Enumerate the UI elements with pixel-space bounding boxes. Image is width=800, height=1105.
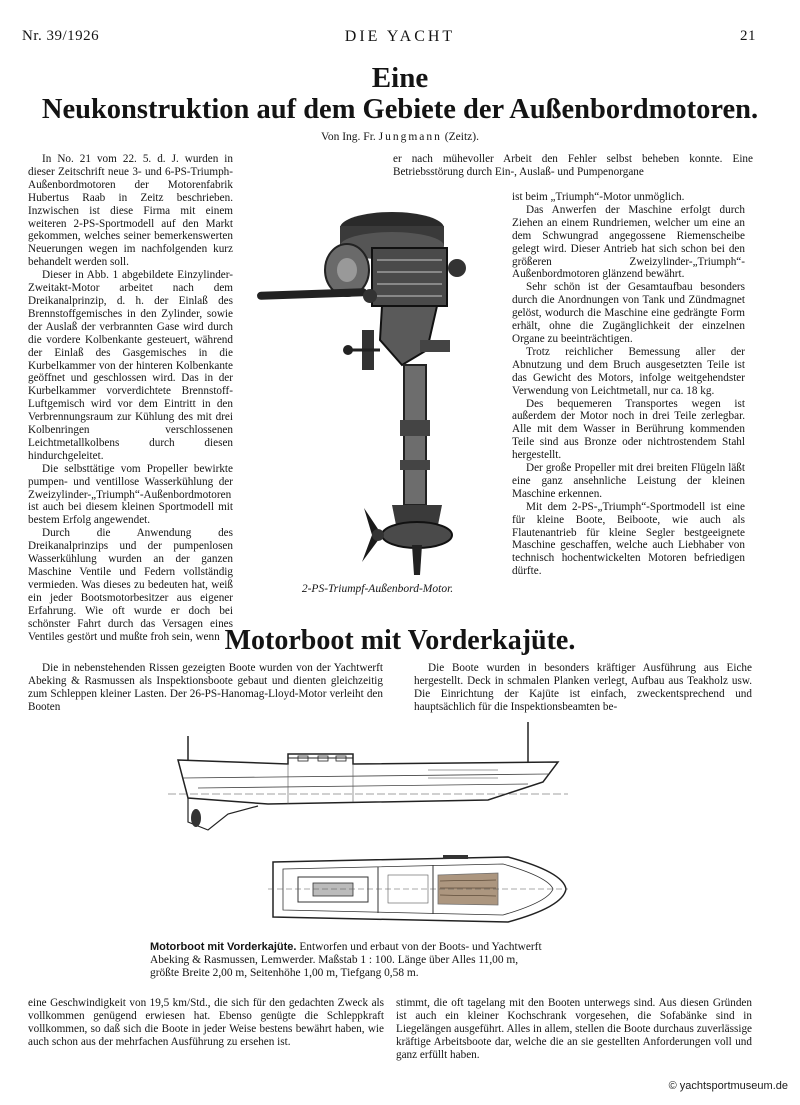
outboard-motor-illustration [252,190,502,580]
article2-bottom-left-column [28,997,384,1049]
figure-caption: 2-PS-Triumpf-Außenbord-Motor. [301,583,454,595]
paragraph: In No. 21 vom 22. 5. d. J. wurden in dieser Zeitschrift neue 3- und 6-PS-Triumph-Außenbordmotoren der Motorenfabrik Hubertus Raab in Zeitz beschrieben. Inzwischen ist diese Firma mit einem weiteren 2-PS-Sportmodell auf den Markt gekommen, welches seiner bemerkenswerten Neuerungen wegen im nachfolgenden kurz behandelt werden soll. [28,153,233,269]
paragraph: Das Anwerfen der Maschine erfolgt durch Ziehen an einem Rundriemen, welcher um eine an dem Schwungrad angegossene Riemenscheibe gelegt wird. Dieser Antrieb hat sich schon bei den größeren Zweizylinder-„Triumph“-Außenbordmotoren glänzend bewährt. [512,203,745,281]
byline-author: Jungmann [378,131,442,143]
byline-prefix: Von Ing. Fr. [321,131,376,143]
watermark: © yachtsportmuseum.de [668,1080,788,1092]
paragraph: Trotz reichlicher Bemessung aller der Abnutzung und dem Bruch ausgesetzten Teile ist das Gewicht des Motors, infolge weitgehendster Verwendung von Leichtmetall, nur ca. 18 kg. [512,345,745,397]
byline-suffix: (Zeitz). [444,131,479,143]
paragraph: Sehr schön ist der Gesamtaufbau besonders durch die Anordnungen von Tank und Zündmagnet gelöst, wodurch die Maschine eine gedrängte Form erhält, ohne die Zugänglichkeit der einzelnen Organe zu beeinträchtigen. [512,281,745,345]
caption-text: Entworfen und erbaut von der Boots- und Yachtwerft [299,941,542,953]
caption-line: größte Breite 2,00 m, Seitenhöhe 1,00 m, Tiefgang 0,58 m. [150,967,419,979]
boat-plan-view-drawing [268,847,568,932]
page-number: 21 [740,28,756,44]
paragraph: Die Boote wurden in besonders kräftiger Ausführung aus Eiche hergestellt. Deck in schmalen Planken verlegt, Aufbau aus Teakholz usw. Die Einrichtung der Kajüte ist einfach, zweckentsprechend und hauptsächlich für die Inspektionsbeamten be- [414,662,752,713]
paragraph: Die selbsttätige vom Propeller bewirkte pumpen- und ventillose Wasserkühlung der Zweizylinder-„Triumph“-Außenbordmotoren ist auch bei diesem kleinen Sportmodell mit bestem Erfolg angewendet. [28,462,233,527]
article-title-line2: Neukonstruktion auf dem Gebiete der Außenbordmotoren. [41,94,759,125]
paragraph: Dieser in Abb. 1 abgebildete Einzylinder-Zweitakt-Motor arbeitet nach dem Dreikanalprinzip, d. h. der Einlaß des Brennstoffgemisches in den Zylinder, sowie der Auslaß der verbrannten Gase wird durch die vordere Kolbenkante gesteuert, während der Einlaß des Gasgemisches in die Kurbelkammer von der hinteren Kolbenkante geöffnet und geschlossen wird. Das in der Kurbelkammer vorverdichtete Brennstoff-Luftgemisch wird vor dem Eintritt in den Verbrennungsraum zur Kühlung des mit drei Kolbenringen verschlossenen Leichtmetallkolbens durch diesen hindurchgeleitet. [28,269,233,462]
caption-title: Motorboot mit Vorderkajüte. [150,941,297,953]
paragraph: stimmt, die oft tagelang mit den Booten unterwegs sind. Aus diesen Gründen ist auch ein kleiner Kochschrank vorgesehen, die Sofabänke sind in Liegelängen ausgeführt. Alles in allem, stellen die Boote durchaus zuverlässige kräftige Arbeitsboote dar, welche die an sie gestellten Anforderungen voll und ganz erfüllt haben. [396,997,752,1061]
magazine-title: DIE YACHT [344,28,456,45]
paragraph: eine Geschwindigkeit von 19,5 km/Std., die sich für den gedachten Zweck als vollkommen genügend erwiesen hat. Ebenso genügte die Schleppkraft vollkommen, so daß sich die Boote in jeder Weise bestens bewährt haben, wie auch schon aus der mehrfachen Ausführung zu ersehen ist. [28,997,384,1048]
paragraph: er nach mühevoller Arbeit den Fehler selbst beheben konnte. Eine Betriebsstörung durch Ein-, Auslaß- und Pumpenorgane [393,153,753,178]
paragraph: ist beim „Triumph“-Motor unmöglich. [512,191,685,203]
byline [0,131,800,143]
article1-left-column [28,153,233,643]
article2-bottom-right-column [396,997,752,1062]
boat-side-elevation-drawing [168,722,568,834]
caption-line: Abeking & Rasmussen, Lemwerder. Maßstab 1 : 100. Länge über Alles 11,00 m, [150,954,519,966]
article1-right-column [512,191,745,578]
paragraph: Der große Propeller mit drei breiten Flügeln läßt eine ganz ansehnliche Leistung der kleinen Maschine erkennen. [512,462,745,500]
caption-line [150,941,610,954]
article1-right-column-top [393,153,753,179]
paragraph: Die in nebenstehenden Rissen gezeigten Boote wurden von der Yachtwerft Abeking & Rasmussen als Inspektionsboote gebaut und dienten gleichzeitig zum Schleppen kleiner Lasten. Der 26-PS-Hanomag-Lloyd-Motor verleiht den Booten [28,662,383,713]
article-title-line1: Eine [371,62,429,94]
boat-drawing-caption [150,941,610,980]
issue-number: Nr. 39/1926 [22,28,100,44]
paragraph: Mit dem 2-PS-„Triumph“-Sportmodell ist eine für kleine Boote, Beiboote, wie auch als Flautenantrieb für kleine Segler bestgeeignete Maschine geschaffen, welche auch Liebhaber von technisch hochentwickelten Motoren befriedigen dürfte. [512,500,745,578]
article2-title: Motorboot mit Vorderkajüte. [224,625,576,656]
paragraph: Durch die Anwendung des Dreikanalprinzips und der pumpenlosen Wasserkühlung wurden an der ganzen Maschine Ventile und Federn vollständig vermieden. Was dieses zu bedeuten hat, weiß ein jeder Bootsmotorbesitzer aus eigener Erfahrung. Wie oft wurde er doch bei schönster Fahrt durch das Versagen eines Ventiles gestört und mußte froh sein, wenn [28,527,233,643]
article2-right-column [414,662,752,714]
paragraph: Des bequemeren Transportes wegen ist außerdem der Motor noch in drei Teile zerlegbar. Alle mit dem Wasser in Berührung kommenden Teile sind aus Bronze oder nichtrostendem Stahl hergestellt. [512,397,745,462]
article2-left-column [28,662,383,714]
